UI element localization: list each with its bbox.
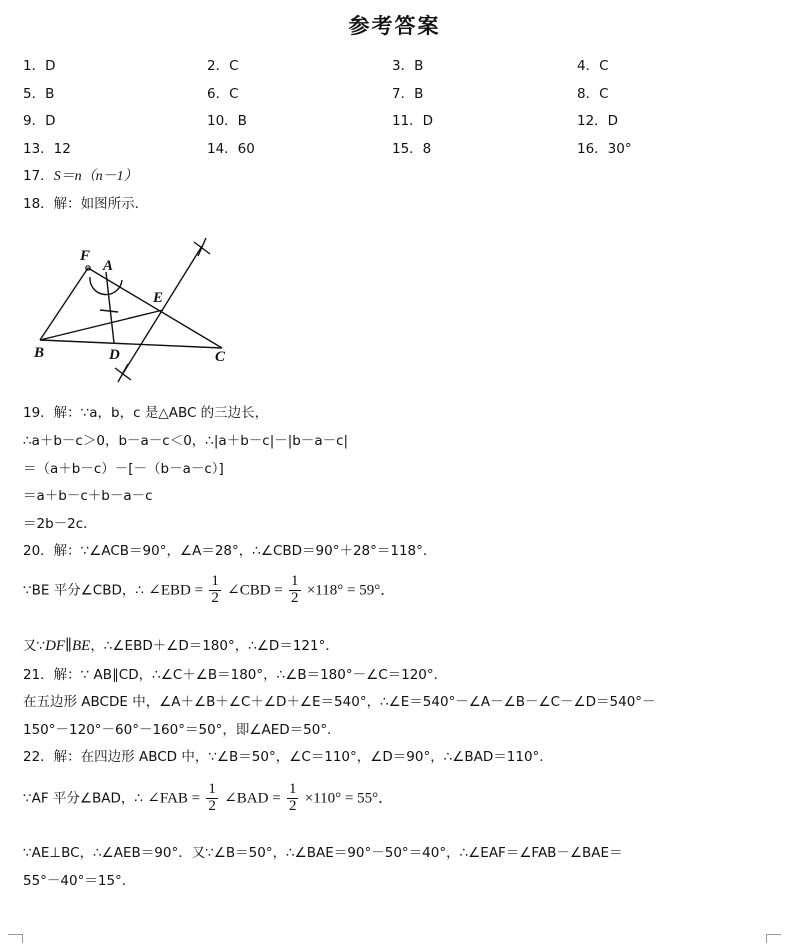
answer-17 bbox=[23, 164, 138, 185]
q20-frac2-den: 2 bbox=[291, 589, 299, 606]
q20-line-3-post: ，∴∠EBD＋∠D＝180°，∴∠D＝121°． bbox=[90, 638, 339, 654]
q21-line-2: 在五边形 ABCDE 中，∠A＋∠B＋∠C＋∠D＋∠E＝540°，∴∠E＝540°－∠A－∠B－∠C－∠D＝540°－ bbox=[23, 694, 656, 710]
q22-math-b: ∠BAD = bbox=[224, 790, 281, 807]
perpendicular-bisector bbox=[122, 246, 202, 375]
label-B: B bbox=[34, 345, 45, 361]
q20-line-2 bbox=[23, 574, 395, 607]
q20-line-3-prefix: 又∵ bbox=[23, 638, 46, 654]
q21-line-1: 21．解：∵ AB∥CD，∴∠C＋∠B＝180°，∴∠B＝180°－∠C＝120°． bbox=[23, 667, 448, 683]
answer-12: 12．D bbox=[577, 113, 619, 129]
segment-FC bbox=[88, 268, 222, 348]
q20-line-1: 20．解：∵∠ACB＝90°，∠A＝28°，∴∠CBD＝90°＋28°＝118°． bbox=[23, 543, 437, 559]
answer-7: 7．B bbox=[392, 86, 424, 102]
q20-line-3-math: DF∥BE bbox=[45, 638, 91, 654]
answer-1: 1．D bbox=[23, 58, 56, 74]
q22-line-2-prefix: ∵AF 平分∠BAD，∴ bbox=[23, 790, 143, 807]
q22-line-2 bbox=[23, 782, 393, 815]
answer-15: 15．8 bbox=[392, 141, 432, 157]
answer-16: 16．30° bbox=[577, 141, 632, 157]
answer-10: 10．B bbox=[207, 113, 247, 129]
triangle-construction-figure bbox=[30, 232, 250, 387]
cross-mark-bottom bbox=[115, 364, 131, 382]
answer-14: 14．60 bbox=[207, 141, 255, 157]
q19-line-2: ∴a＋b－c＞0，b－a－c＜0，∴|a＋b－c|－|b－a－c| bbox=[23, 433, 349, 449]
segment-BE bbox=[40, 310, 163, 340]
q22-frac1-num: 1 bbox=[208, 781, 216, 797]
q20-line-2-prefix: ∵BE 平分∠CBD，∴ bbox=[23, 582, 144, 599]
q21-line-3: 150°－120°－60°－160°＝50°，即∠AED＝50°． bbox=[23, 722, 341, 738]
q22-frac1-den: 2 bbox=[208, 797, 216, 814]
answer-5: 5．B bbox=[23, 86, 55, 102]
q20-line-3 bbox=[23, 634, 339, 655]
q20-frac1-den: 2 bbox=[211, 589, 219, 606]
page-corner-mark-right bbox=[766, 934, 781, 943]
answer-17-formula: S＝n（n－1） bbox=[53, 169, 138, 184]
answer-6: 6．C bbox=[207, 86, 239, 102]
q22-math-a: ∠FAB = bbox=[147, 790, 201, 807]
label-A: A bbox=[103, 258, 114, 274]
q20-frac1-num: 1 bbox=[211, 573, 219, 589]
segment-BF bbox=[40, 268, 88, 340]
answer-9: 9．D bbox=[23, 113, 56, 129]
answer-2: 2．C bbox=[207, 58, 239, 74]
q20-frac2-num: 1 bbox=[291, 573, 299, 589]
q19-line-4: ＝a＋b－c＋b－a－c bbox=[23, 488, 153, 504]
q22-fraction-1 bbox=[206, 782, 218, 815]
q19-line-1: 19．解：∵a，b，c 是△ABC 的三边长， bbox=[23, 405, 269, 421]
label-C: C bbox=[215, 349, 226, 365]
answer-18-text: 18．解：如图所示． bbox=[23, 196, 149, 212]
segment-BC bbox=[40, 340, 222, 348]
page-corner-mark-left bbox=[8, 934, 23, 943]
answer-11: 11．D bbox=[392, 113, 434, 129]
q22-math-c: ×110° = 55°． bbox=[304, 790, 394, 807]
q22-frac2-num: 1 bbox=[288, 781, 297, 797]
q20-math-c: ×118° = 59°． bbox=[306, 582, 396, 599]
label-F: F bbox=[80, 248, 91, 264]
tick-mark bbox=[100, 310, 118, 312]
label-E: E bbox=[153, 290, 164, 306]
q22-line-3: ∵AE⊥BC，∴∠AEB＝90°．又∵∠B＝50°，∴∠BAE＝90°－50°＝40°，∴∠EAF＝∠FAB－∠BAE＝ bbox=[23, 845, 623, 861]
answer-8: 8．C bbox=[577, 86, 609, 102]
q20-fraction-2 bbox=[289, 574, 301, 607]
answer-3: 3．B bbox=[392, 58, 424, 74]
answer-4: 4．C bbox=[577, 58, 609, 74]
q22-frac2-den: 2 bbox=[288, 797, 297, 814]
q19-line-3: ＝（a＋b－c）－[－（b－a－c）] bbox=[23, 461, 224, 477]
q20-fraction-1 bbox=[209, 574, 221, 607]
answer-17-label: 17． bbox=[23, 168, 54, 184]
cross-mark-top bbox=[194, 238, 210, 256]
page-title: 参考答案 bbox=[348, 13, 441, 38]
q22-line-1: 22．解：在四边形 ABCD 中，∵∠B＝50°，∠C＝110°，∠D＝90°，∴∠BAD＝110°． bbox=[23, 749, 553, 765]
answer-13: 13．12 bbox=[23, 141, 71, 157]
q20-math-b: ∠CBD = bbox=[227, 582, 283, 599]
q20-math-a: ∠EBD = bbox=[148, 582, 204, 599]
q22-line-4: 55°－40°＝15°． bbox=[23, 873, 136, 889]
q19-line-5: ＝2b－2c． bbox=[23, 516, 97, 532]
label-D: D bbox=[109, 347, 120, 363]
q22-fraction-2 bbox=[287, 782, 299, 815]
